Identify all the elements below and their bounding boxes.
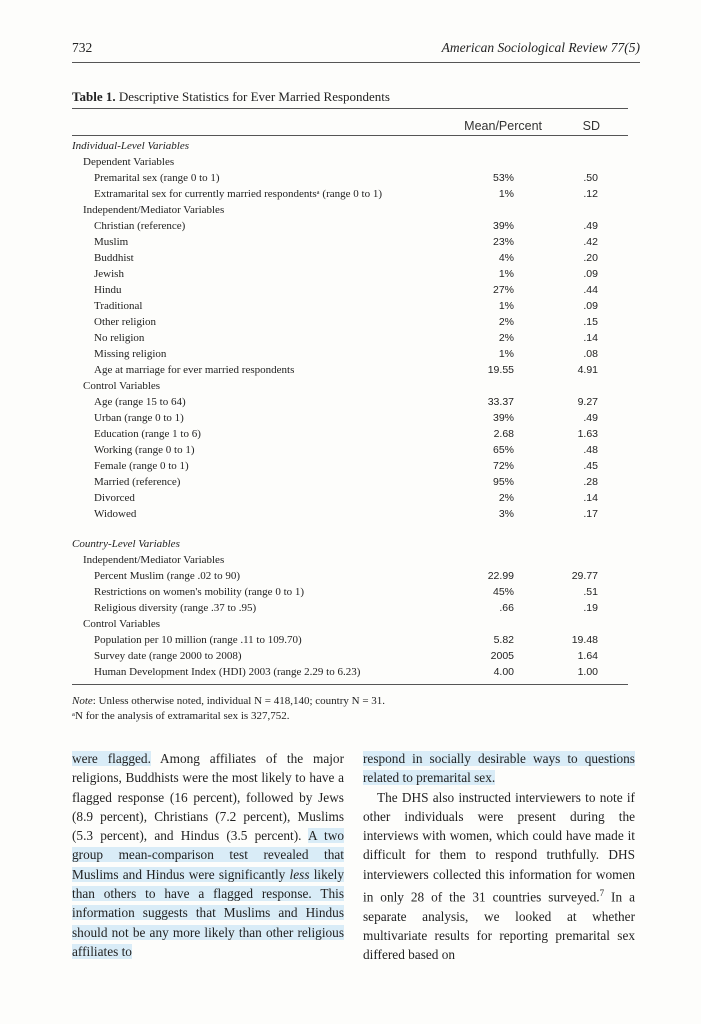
table-footnote: ᵃN for the analysis of extramarital sex is 327,752. <box>72 710 290 722</box>
row-label: Missing religion <box>94 348 167 360</box>
row-label: Individual-Level Variables <box>72 140 190 152</box>
table-row <box>72 330 628 346</box>
row-label: No religion <box>94 332 145 344</box>
cell-sd: .44 <box>583 284 598 296</box>
cell-sd: 1.64 <box>577 650 598 662</box>
row-label: Traditional <box>94 300 143 312</box>
running-header <box>72 40 640 60</box>
table-row <box>72 250 628 266</box>
cell-sd: 19.48 <box>571 634 598 646</box>
descriptive-table <box>72 108 628 685</box>
cell-mean-percent: .66 <box>499 602 514 614</box>
row-label: Independent/Mediator Variables <box>83 554 225 566</box>
cell-mean-percent: 3% <box>498 508 514 520</box>
table-row <box>72 426 628 442</box>
table-row <box>72 202 628 218</box>
cell-mean-percent: 1% <box>498 268 514 280</box>
cell-mean-percent: 45% <box>492 586 514 598</box>
table-row <box>72 186 628 202</box>
table-note <box>72 694 385 709</box>
highlighted-text: A two group mean-comparison test revealed that Muslims and Hindus were significantly <box>72 828 344 882</box>
cell-sd: .51 <box>583 586 598 598</box>
row-label: Dependent Variables <box>83 156 175 168</box>
row-label: Religious diversity (range .37 to .95) <box>94 602 257 614</box>
row-label: Widowed <box>94 508 137 520</box>
row-label: Female (range 0 to 1) <box>94 460 189 472</box>
table-row <box>72 474 628 490</box>
table-row <box>72 410 628 426</box>
row-label: Survey date (range 2000 to 2008) <box>94 650 242 662</box>
row-label: Divorced <box>94 492 135 504</box>
cell-sd: .19 <box>583 602 598 614</box>
cell-sd: .42 <box>583 236 598 248</box>
table-label: Table 1. <box>72 89 116 104</box>
cell-mean-percent: 22.99 <box>487 570 514 582</box>
highlighted-text: likely than others to have a flagged response. This information suggests that Muslims and Hindus should not be any more likely than other religious affiliates to <box>72 866 344 959</box>
cell-sd: .48 <box>583 444 598 456</box>
cell-mean-percent: 27% <box>492 284 514 296</box>
table-section-gap <box>72 522 628 536</box>
cell-mean-percent: 39% <box>492 412 514 424</box>
row-label: Control Variables <box>83 618 161 630</box>
table-row <box>72 458 628 474</box>
cell-mean-percent: 2.68 <box>493 428 514 440</box>
table-row <box>72 282 628 298</box>
cell-sd: .49 <box>583 412 598 424</box>
table-row <box>72 552 628 568</box>
cell-sd: .12 <box>583 188 598 200</box>
cell-sd: 1.00 <box>577 666 598 678</box>
table-row <box>72 536 628 552</box>
cell-sd: .28 <box>583 476 598 488</box>
cell-mean-percent: 2% <box>498 332 514 344</box>
table-row <box>72 568 628 584</box>
table-row <box>72 394 628 410</box>
row-label: Hindu <box>94 284 122 296</box>
row-label: Country-Level Variables <box>72 538 180 550</box>
table-row <box>72 506 628 522</box>
body-column-right <box>363 749 635 965</box>
row-label: Human Development Index (HDI) 2003 (range 2.29 to 6.23) <box>94 666 361 678</box>
body-column-left <box>72 749 344 961</box>
table-row <box>72 138 628 154</box>
body-text: Among affiliates of the major religions, Buddhists were the most likely to have a flagged response (16 percent), followed by Jews (8.9 percent), Christians (7.2 percent), Muslims (5.3 percent), and Hindus (3.5 percent). <box>72 751 345 844</box>
table-row <box>72 362 628 378</box>
table-row <box>72 378 628 394</box>
cell-mean-percent: 39% <box>492 220 514 232</box>
column-header-sd: SD <box>582 119 600 133</box>
table-row <box>72 218 628 234</box>
table-row <box>72 442 628 458</box>
paragraph-text-continued: In a separate analysis, we looked at whether multivariate results for reporting premarital sex differed based on <box>363 889 635 963</box>
cell-sd: .08 <box>583 348 598 360</box>
cell-mean-percent: 23% <box>492 236 514 248</box>
table-row <box>72 170 628 186</box>
cell-mean-percent: 33.37 <box>487 396 514 408</box>
row-label: Age (range 15 to 64) <box>94 396 186 408</box>
cell-mean-percent: 2% <box>498 316 514 328</box>
highlighted-text: respond in socially desirable ways to questions related to premarital sex. <box>363 751 635 786</box>
page-number: 732 <box>72 40 93 55</box>
cell-mean-percent: 4% <box>498 252 514 264</box>
cell-mean-percent: 19.55 <box>487 364 514 376</box>
row-label: Urban (range 0 to 1) <box>94 412 184 424</box>
note-text: : Unless otherwise noted, individual N = 418,140; country N = 31. <box>92 695 386 707</box>
row-label: Working (range 0 to 1) <box>94 444 195 456</box>
table-row <box>72 664 628 680</box>
table-row <box>72 234 628 250</box>
cell-mean-percent: 5.82 <box>493 634 514 646</box>
cell-mean-percent: 65% <box>492 444 514 456</box>
row-label: Premarital sex (range 0 to 1) <box>94 172 220 184</box>
table-row <box>72 600 628 616</box>
cell-mean-percent: 72% <box>492 460 514 472</box>
table-row <box>72 298 628 314</box>
table-row <box>72 490 628 506</box>
paragraph <box>363 788 635 965</box>
paragraph-text: The DHS also instructed interviewers to note if other individuals were present during the interviews with women, which could have made it difficult for them to respond truthfully. DHS interviewers collected this information for women in only 28 of the 31 countries surveyed. <box>363 789 635 905</box>
cell-mean-percent: 4.00 <box>493 666 514 678</box>
cell-mean-percent: 1% <box>498 348 514 360</box>
cell-sd: .49 <box>583 220 598 232</box>
table-row <box>72 648 628 664</box>
highlighted-text: were flagged. <box>72 751 151 766</box>
cell-mean-percent: 1% <box>498 300 514 312</box>
highlighted-text: less <box>289 866 310 882</box>
header-rule <box>72 62 640 63</box>
row-label: Restrictions on women's mobility (range 0 to 1) <box>94 586 305 598</box>
table-caption <box>72 89 390 105</box>
table-row <box>72 632 628 648</box>
row-label: Married (reference) <box>94 476 181 488</box>
cell-sd: .14 <box>583 492 598 504</box>
cell-sd: .09 <box>583 268 598 280</box>
row-label: Muslim <box>94 236 129 248</box>
table-title: Descriptive Statistics for Ever Married Respondents <box>118 89 390 104</box>
table-notes <box>72 694 385 724</box>
cell-sd: 9.27 <box>577 396 598 408</box>
cell-sd: .20 <box>583 252 598 264</box>
cell-sd: 4.91 <box>577 364 598 376</box>
cell-sd: .50 <box>583 172 598 184</box>
table-row <box>72 266 628 282</box>
row-label: Jewish <box>94 268 124 280</box>
table-row <box>72 616 628 632</box>
footnote-ref: 7 <box>599 888 605 899</box>
cell-sd: .09 <box>583 300 598 312</box>
table-row <box>72 154 628 170</box>
row-label: Education (range 1 to 6) <box>94 428 201 440</box>
table-row <box>72 584 628 600</box>
table-column-headers <box>72 109 628 135</box>
cell-sd: 29.77 <box>571 570 598 582</box>
row-label: Control Variables <box>83 380 161 392</box>
table-body <box>72 136 628 680</box>
table-row <box>72 314 628 330</box>
cell-sd: .17 <box>583 508 598 520</box>
cell-sd: 1.63 <box>577 428 598 440</box>
row-label: Buddhist <box>94 252 134 264</box>
cell-mean-percent: 2005 <box>490 650 514 662</box>
row-label: Population per 10 million (range .11 to 109.70) <box>94 634 302 646</box>
cell-sd: .14 <box>583 332 598 344</box>
cell-mean-percent: 95% <box>492 476 514 488</box>
row-label: Independent/Mediator Variables <box>83 204 225 216</box>
row-label: Extramarital sex for currently married respondentsᵃ (range 0 to 1) <box>94 188 382 200</box>
table-bottom-rule <box>72 684 628 685</box>
cell-sd: .45 <box>583 460 598 472</box>
cell-mean-percent: 2% <box>498 492 514 504</box>
journal-title: American Sociological Review 77(5) <box>441 40 640 55</box>
cell-mean-percent: 1% <box>498 188 514 200</box>
cell-mean-percent: 53% <box>492 172 514 184</box>
row-label: Christian (reference) <box>94 220 186 232</box>
cell-sd: .15 <box>583 316 598 328</box>
row-label: Other religion <box>94 316 157 328</box>
column-header-mean: Mean/Percent <box>464 119 542 133</box>
row-label: Percent Muslim (range .02 to 90) <box>94 570 241 582</box>
row-label: Age at marriage for ever married respondents <box>94 364 295 376</box>
note-label: Note <box>72 695 93 707</box>
table-row <box>72 346 628 362</box>
